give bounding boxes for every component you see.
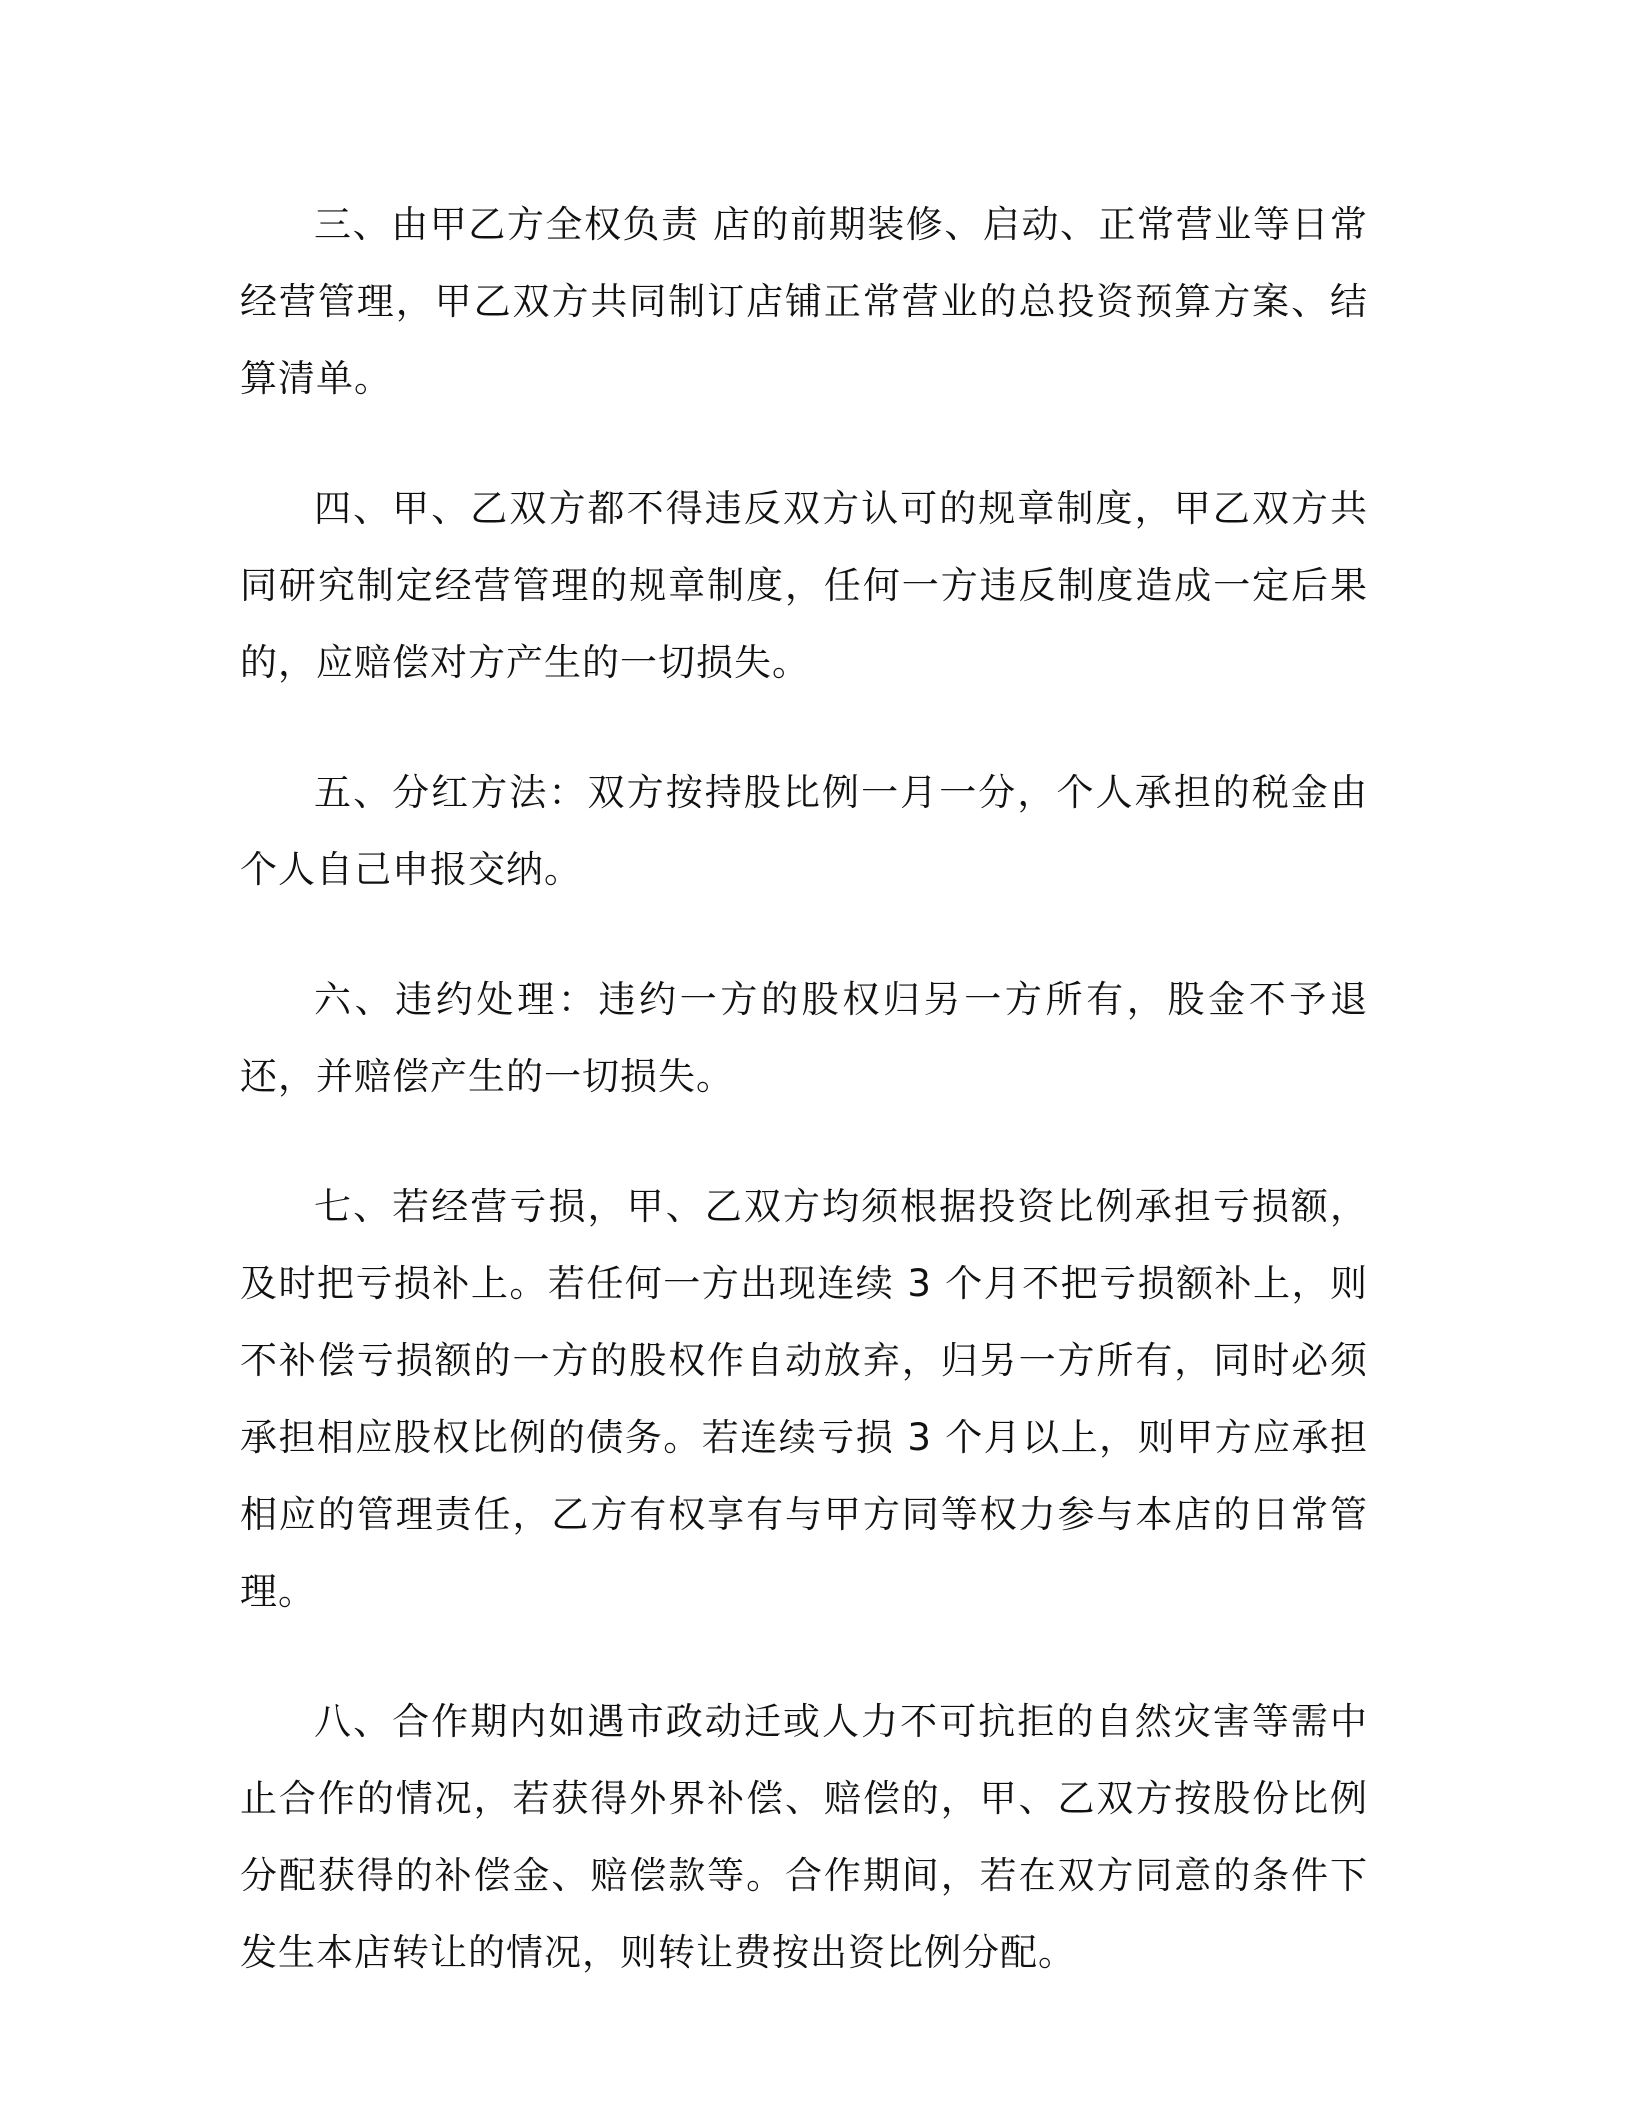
clause-3-paragraph: 三、由甲乙方全权负责 店的前期装修、启动、正常营业等日常经营管理，甲乙双方共同制订店铺正常营业的总投资预算方案、结算清单。	[240, 203, 1368, 400]
clause-8-paragraph: 八、合作期内如遇市政动迁或人力不可抗拒的自然灾害等需中止合作的情况，若获得外界补偿、赔偿的，甲、乙双方按股份比例分配获得的补偿金、赔偿款等。合作期间，若在双方同意的条件下发生本店转让的情况，则转让费按出资比例分配。	[240, 1700, 1368, 1974]
clause-7-paragraph: 七、若经营亏损，甲、乙双方均须根据投资比例承担亏损额，及时把亏损补上。若任何一方出现连续 3 个月不把亏损额补上，则不补偿亏损额的一方的股权作自动放弃，归另一方所有，同时必须承担相应股权比例的债务。若连续亏损 3 个月以上，则甲方应承担相应的管理责任，乙方有权享有与甲方同等权力参与本店的日常管理。	[240, 1185, 1368, 1613]
document-body	[240, 186, 1368, 2044]
clause-4-paragraph: 四、甲、乙双方都不得违反双方认可的规章制度，甲乙双方共同研究制定经营管理的规章制度，任何一方违反制度造成一定后果的，应赔偿对方产生的一切损失。	[240, 487, 1368, 684]
clause-6-paragraph: 六、违约处理：违约一方的股权归另一方所有，股金不予退还，并赔偿产生的一切损失。	[240, 978, 1368, 1098]
clause-5-paragraph: 五、分红方法：双方按持股比例一月一分，个人承担的税金由个人自己申报交纳。	[240, 771, 1368, 891]
